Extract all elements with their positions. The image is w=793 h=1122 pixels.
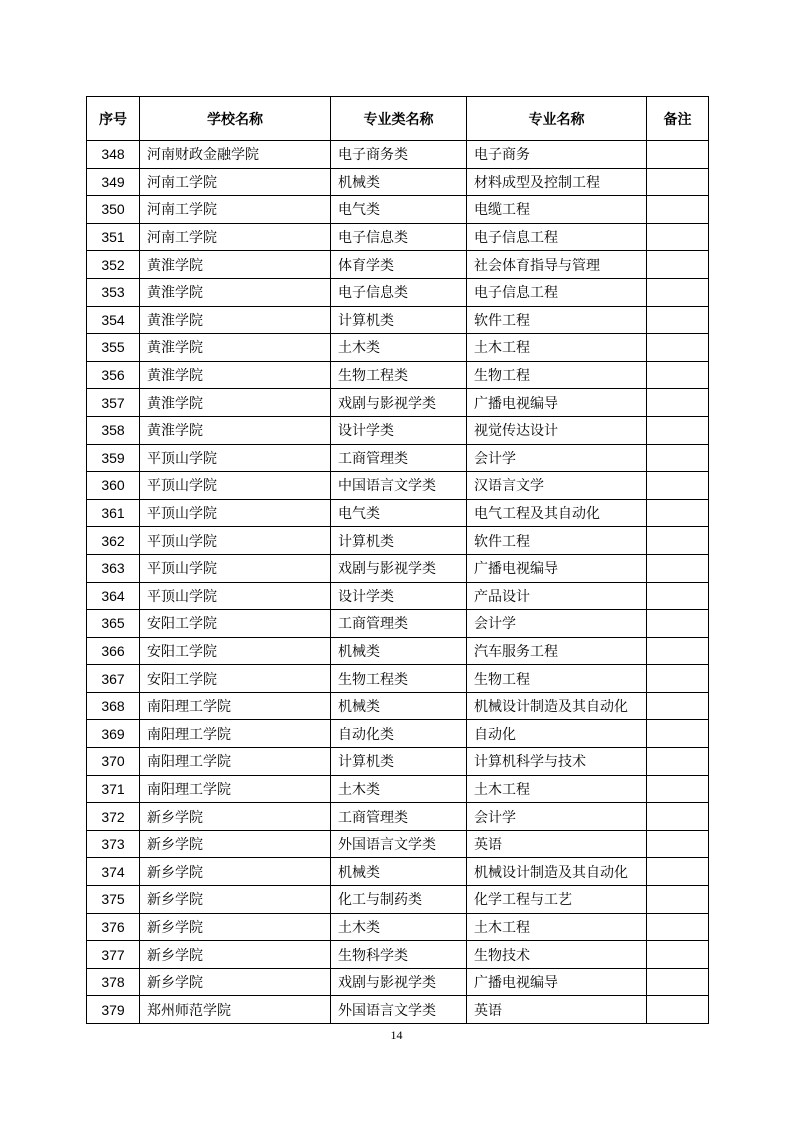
cell-major: 电子信息工程 [467, 278, 647, 306]
table-row [87, 941, 709, 969]
cell-index: 356 [87, 361, 140, 389]
cell-index: 361 [87, 499, 140, 527]
cell-note [647, 223, 709, 251]
cell-school: 新乡学院 [140, 803, 331, 831]
cell-category: 外国语言文学类 [331, 996, 467, 1024]
table-row [87, 748, 709, 776]
cell-category: 工商管理类 [331, 610, 467, 638]
cell-school: 新乡学院 [140, 968, 331, 996]
table-row [87, 444, 709, 472]
cell-index: 372 [87, 803, 140, 831]
cell-major: 土木工程 [467, 334, 647, 362]
cell-index: 374 [87, 858, 140, 886]
cell-major: 会计学 [467, 444, 647, 472]
cell-school: 河南工学院 [140, 168, 331, 196]
cell-note [647, 720, 709, 748]
table-header-row [87, 97, 709, 141]
cell-category: 电气类 [331, 196, 467, 224]
table-row [87, 141, 709, 169]
cell-note [647, 830, 709, 858]
cell-school: 平顶山学院 [140, 582, 331, 610]
cell-index: 368 [87, 692, 140, 720]
cell-note [647, 499, 709, 527]
cell-index: 357 [87, 389, 140, 417]
cell-major: 电子信息工程 [467, 223, 647, 251]
cell-category: 机械类 [331, 858, 467, 886]
cell-category: 外国语言文学类 [331, 830, 467, 858]
cell-school: 黄淮学院 [140, 251, 331, 279]
cell-school: 平顶山学院 [140, 554, 331, 582]
cell-school: 新乡学院 [140, 941, 331, 969]
cell-major: 软件工程 [467, 527, 647, 555]
cell-major: 化学工程与工艺 [467, 886, 647, 914]
table-row [87, 913, 709, 941]
cell-category: 化工与制药类 [331, 886, 467, 914]
cell-major: 视觉传达设计 [467, 416, 647, 444]
cell-major: 机械设计制造及其自动化 [467, 692, 647, 720]
cell-school: 黄淮学院 [140, 389, 331, 417]
cell-note [647, 665, 709, 693]
cell-index: 366 [87, 637, 140, 665]
cell-index: 369 [87, 720, 140, 748]
header-index: 序号 [87, 97, 140, 141]
cell-note [647, 610, 709, 638]
table-row [87, 637, 709, 665]
cell-note [647, 444, 709, 472]
cell-category: 自动化类 [331, 720, 467, 748]
table-row [87, 306, 709, 334]
cell-index: 352 [87, 251, 140, 279]
cell-major: 英语 [467, 830, 647, 858]
cell-index: 363 [87, 554, 140, 582]
table-row [87, 196, 709, 224]
cell-school: 平顶山学院 [140, 444, 331, 472]
cell-major: 生物工程 [467, 361, 647, 389]
cell-note [647, 306, 709, 334]
cell-school: 平顶山学院 [140, 499, 331, 527]
header-category: 专业类名称 [331, 97, 467, 141]
cell-category: 设计学类 [331, 582, 467, 610]
cell-major: 汉语言文学 [467, 472, 647, 500]
cell-index: 364 [87, 582, 140, 610]
cell-note [647, 389, 709, 417]
cell-note [647, 803, 709, 831]
table-row [87, 389, 709, 417]
cell-index: 360 [87, 472, 140, 500]
cell-major: 土木工程 [467, 913, 647, 941]
cell-major: 电子商务 [467, 141, 647, 169]
cell-school: 新乡学院 [140, 830, 331, 858]
table-row [87, 278, 709, 306]
table-row [87, 334, 709, 362]
cell-index: 355 [87, 334, 140, 362]
cell-school: 黄淮学院 [140, 334, 331, 362]
cell-major: 生物技术 [467, 941, 647, 969]
cell-note [647, 278, 709, 306]
table-row [87, 720, 709, 748]
table-row [87, 499, 709, 527]
cell-school: 南阳理工学院 [140, 692, 331, 720]
cell-note [647, 472, 709, 500]
cell-note [647, 913, 709, 941]
cell-category: 机械类 [331, 692, 467, 720]
cell-category: 电子信息类 [331, 278, 467, 306]
table-row [87, 554, 709, 582]
cell-school: 南阳理工学院 [140, 748, 331, 776]
cell-index: 378 [87, 968, 140, 996]
cell-category: 生物科学类 [331, 941, 467, 969]
cell-category: 土木类 [331, 775, 467, 803]
cell-category: 电子信息类 [331, 223, 467, 251]
cell-note [647, 858, 709, 886]
cell-index: 371 [87, 775, 140, 803]
cell-index: 373 [87, 830, 140, 858]
cell-note [647, 968, 709, 996]
cell-note [647, 251, 709, 279]
cell-category: 电子商务类 [331, 141, 467, 169]
table-row [87, 472, 709, 500]
cell-school: 黄淮学院 [140, 306, 331, 334]
cell-school: 南阳理工学院 [140, 775, 331, 803]
cell-school: 安阳工学院 [140, 637, 331, 665]
cell-major: 汽车服务工程 [467, 637, 647, 665]
cell-school: 安阳工学院 [140, 665, 331, 693]
cell-school: 河南财政金融学院 [140, 141, 331, 169]
table-row [87, 665, 709, 693]
cell-index: 354 [87, 306, 140, 334]
table-row [87, 223, 709, 251]
cell-category: 机械类 [331, 637, 467, 665]
cell-index: 376 [87, 913, 140, 941]
table-row [87, 830, 709, 858]
cell-major: 产品设计 [467, 582, 647, 610]
cell-index: 367 [87, 665, 140, 693]
cell-school: 黄淮学院 [140, 361, 331, 389]
table-row [87, 886, 709, 914]
cell-note [647, 554, 709, 582]
cell-major: 会计学 [467, 610, 647, 638]
cell-major: 自动化 [467, 720, 647, 748]
cell-category: 工商管理类 [331, 803, 467, 831]
cell-note [647, 141, 709, 169]
cell-index: 351 [87, 223, 140, 251]
cell-category: 土木类 [331, 334, 467, 362]
cell-index: 350 [87, 196, 140, 224]
table-row [87, 361, 709, 389]
cell-major: 会计学 [467, 803, 647, 831]
table-row [87, 692, 709, 720]
cell-note [647, 886, 709, 914]
cell-index: 359 [87, 444, 140, 472]
table-row [87, 775, 709, 803]
cell-school: 河南工学院 [140, 196, 331, 224]
cell-category: 计算机类 [331, 748, 467, 776]
cell-school: 新乡学院 [140, 858, 331, 886]
cell-note [647, 361, 709, 389]
cell-school: 南阳理工学院 [140, 720, 331, 748]
cell-major: 计算机科学与技术 [467, 748, 647, 776]
table-row [87, 527, 709, 555]
cell-major: 广播电视编导 [467, 554, 647, 582]
cell-note [647, 941, 709, 969]
table-row [87, 168, 709, 196]
cell-index: 379 [87, 996, 140, 1024]
cell-major: 电气工程及其自动化 [467, 499, 647, 527]
table-row [87, 968, 709, 996]
cell-major: 软件工程 [467, 306, 647, 334]
cell-category: 设计学类 [331, 416, 467, 444]
cell-category: 戏剧与影视学类 [331, 389, 467, 417]
cell-note [647, 748, 709, 776]
cell-index: 348 [87, 141, 140, 169]
header-school: 学校名称 [140, 97, 331, 141]
header-note: 备注 [647, 97, 709, 141]
cell-index: 370 [87, 748, 140, 776]
cell-school: 安阳工学院 [140, 610, 331, 638]
cell-note [647, 416, 709, 444]
cell-major: 土木工程 [467, 775, 647, 803]
page-number: 14 [390, 1028, 403, 1042]
cell-index: 362 [87, 527, 140, 555]
cell-major: 广播电视编导 [467, 389, 647, 417]
table-row [87, 996, 709, 1024]
cell-category: 中国语言文学类 [331, 472, 467, 500]
cell-index: 365 [87, 610, 140, 638]
cell-school: 黄淮学院 [140, 278, 331, 306]
cell-index: 358 [87, 416, 140, 444]
cell-category: 机械类 [331, 168, 467, 196]
cell-note [647, 775, 709, 803]
cell-category: 土木类 [331, 913, 467, 941]
cell-school: 新乡学院 [140, 913, 331, 941]
cell-note [647, 582, 709, 610]
cell-category: 电气类 [331, 499, 467, 527]
cell-index: 375 [87, 886, 140, 914]
cell-category: 工商管理类 [331, 444, 467, 472]
cell-category: 戏剧与影视学类 [331, 554, 467, 582]
cell-school: 河南工学院 [140, 223, 331, 251]
cell-note [647, 637, 709, 665]
table-row [87, 416, 709, 444]
cell-note [647, 527, 709, 555]
cell-note [647, 692, 709, 720]
table-row [87, 610, 709, 638]
cell-major: 英语 [467, 996, 647, 1024]
cell-major: 电缆工程 [467, 196, 647, 224]
cell-note [647, 334, 709, 362]
cell-category: 生物工程类 [331, 665, 467, 693]
header-major: 专业名称 [467, 97, 647, 141]
cell-index: 349 [87, 168, 140, 196]
cell-school: 平顶山学院 [140, 472, 331, 500]
cell-note [647, 168, 709, 196]
cell-note [647, 196, 709, 224]
cell-note [647, 996, 709, 1024]
cell-category: 生物工程类 [331, 361, 467, 389]
cell-major: 生物工程 [467, 665, 647, 693]
cell-index: 353 [87, 278, 140, 306]
cell-index: 377 [87, 941, 140, 969]
table-row [87, 858, 709, 886]
cell-major: 材料成型及控制工程 [467, 168, 647, 196]
cell-category: 体育学类 [331, 251, 467, 279]
cell-school: 新乡学院 [140, 886, 331, 914]
cell-major: 机械设计制造及其自动化 [467, 858, 647, 886]
cell-category: 计算机类 [331, 527, 467, 555]
table-row [87, 582, 709, 610]
cell-category: 计算机类 [331, 306, 467, 334]
table-row [87, 803, 709, 831]
cell-major: 社会体育指导与管理 [467, 251, 647, 279]
cell-school: 郑州师范学院 [140, 996, 331, 1024]
cell-school: 平顶山学院 [140, 527, 331, 555]
cell-major: 广播电视编导 [467, 968, 647, 996]
table-body [87, 141, 709, 1024]
cell-category: 戏剧与影视学类 [331, 968, 467, 996]
cell-school: 黄淮学院 [140, 416, 331, 444]
table-row [87, 251, 709, 279]
majors-table [86, 96, 709, 1024]
